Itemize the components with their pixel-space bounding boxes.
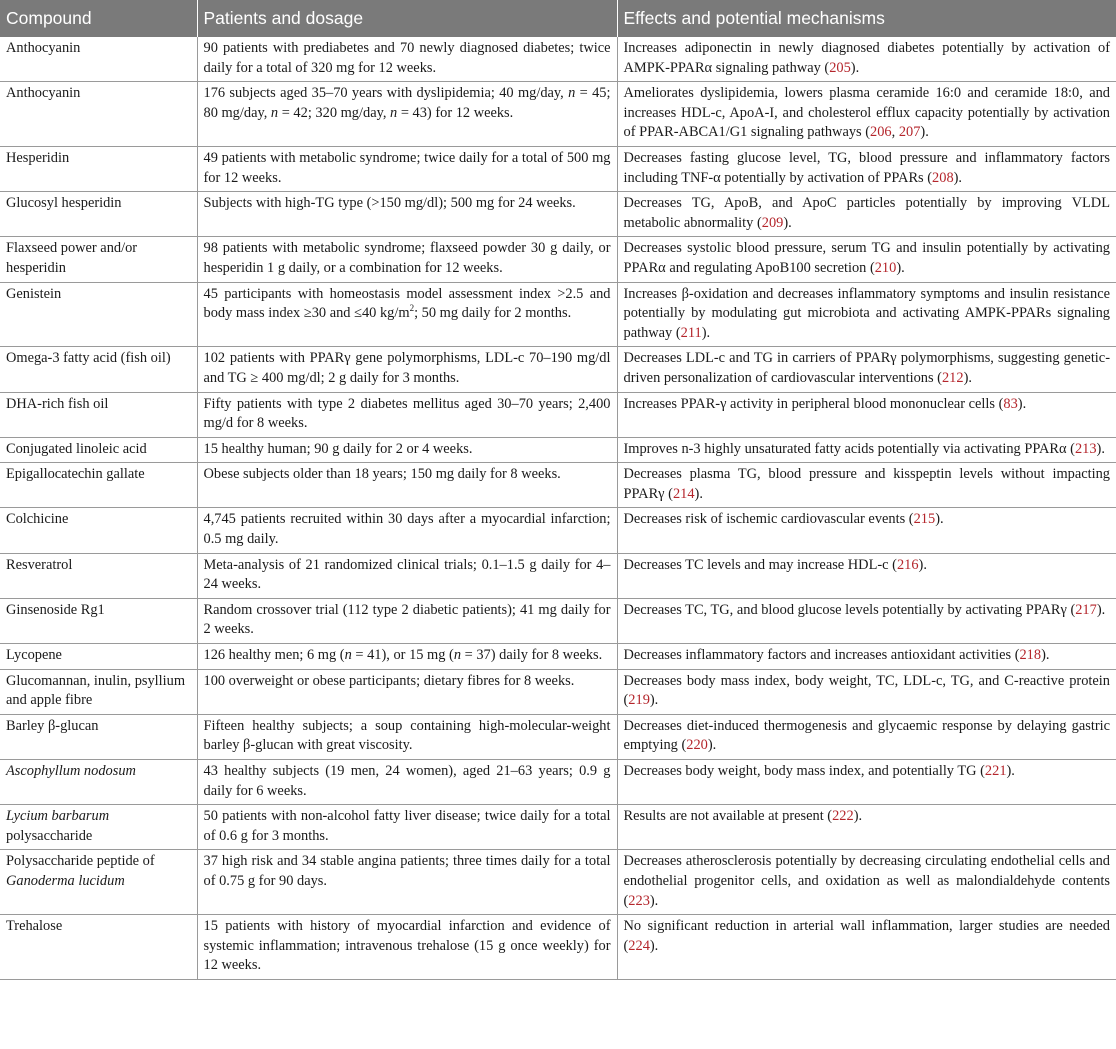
effects-cell: Decreases systolic blood pressure, serum TG and insulin potentially by activating PPARα and regulating ApoB100 secretion (210). — [617, 237, 1116, 282]
dosage-cell: 90 patients with prediabetes and 70 newly diagnosed diabetes; twice daily for a total of 320 mg for 12 weeks. — [197, 37, 617, 82]
header-compound: Compound — [0, 0, 197, 37]
compound-cell: Hesperidin — [0, 146, 197, 191]
reference-link[interactable]: 216 — [896, 556, 919, 573]
table-row — [0, 463, 1116, 508]
compound-cell: Trehalose — [0, 915, 197, 980]
effects-cell: Decreases body mass index, body weight, TC, LDL-c, TG, and C-reactive protein (219). — [617, 669, 1116, 714]
effects-cell: Results are not available at present (222). — [617, 805, 1116, 850]
table-row — [0, 392, 1116, 437]
dosage-cell: 4,745 patients recruited within 30 days after a myocardial infarction; 0.5 mg daily. — [197, 508, 617, 553]
reference-link[interactable]: 222 — [832, 808, 854, 825]
compound-cell: Flaxseed power and/or hesperidin — [0, 237, 197, 282]
effects-cell: Decreases LDL-c and TG in carriers of PPARγ polymorphisms, suggesting genetic-driven personalization of cardiovascular interventions (212). — [617, 347, 1116, 392]
dosage-cell: 126 healthy men; 6 mg (n = 41), or 15 mg (n = 37) daily for 8 weeks. — [197, 644, 617, 670]
reference-link[interactable]: 211 — [680, 324, 702, 341]
reference-link[interactable]: 209 — [761, 214, 784, 231]
table-row — [0, 850, 1116, 915]
reference-link[interactable]: 213 — [1074, 440, 1097, 457]
effects-cell: Decreases inflammatory factors and increases antioxidant activities (218). — [617, 644, 1116, 670]
table-row — [0, 598, 1116, 643]
compound-cell: Barley β-glucan — [0, 714, 197, 759]
header-effects: Effects and potential mechanisms — [617, 0, 1116, 37]
reference-link[interactable]: 219 — [628, 692, 650, 709]
reference-link[interactable]: 217 — [1075, 601, 1097, 618]
table-row — [0, 805, 1116, 850]
compound-cell: Resveratrol — [0, 553, 197, 598]
compound-cell: Lycium barbarum polysaccharide — [0, 805, 197, 850]
compound-cell: Epigallocatechin gallate — [0, 463, 197, 508]
dosage-cell: 49 patients with metabolic syndrome; twice daily for a total of 500 mg for 12 weeks. — [197, 146, 617, 191]
compound-cell: Glucosyl hesperidin — [0, 192, 197, 237]
compound-cell: Glucomannan, inulin, psyllium and apple fibre — [0, 669, 197, 714]
effects-cell: Improves n-3 highly unsaturated fatty acids potentially via activating PPARα (213). — [617, 437, 1116, 463]
reference-link[interactable]: 224 — [628, 937, 650, 954]
compound-cell: Polysaccharide peptide of Ganoderma lucidum — [0, 850, 197, 915]
compound-cell: Anthocyanin — [0, 37, 197, 82]
dosage-cell: Random crossover trial (112 type 2 diabetic patients); 41 mg daily for 2 weeks. — [197, 598, 617, 643]
dosage-cell: 100 overweight or obese participants; dietary fibres for 8 weeks. — [197, 669, 617, 714]
table-row — [0, 437, 1116, 463]
compound-cell: DHA-rich fish oil — [0, 392, 197, 437]
compound-cell: Colchicine — [0, 508, 197, 553]
reference-link[interactable]: 212 — [941, 369, 964, 386]
header-row — [0, 0, 1116, 37]
reference-link[interactable]: 208 — [932, 169, 954, 186]
effects-cell: Decreases atherosclerosis potentially by decreasing circulating endothelial cells and endothelial progenitor cells, and oxidation as well as malondialdehyde contents (223). — [617, 850, 1116, 915]
table-row — [0, 644, 1116, 670]
reference-link[interactable]: 214 — [672, 485, 695, 502]
table-row — [0, 82, 1116, 147]
reference-link[interactable]: 218 — [1019, 647, 1042, 664]
effects-cell: Increases PPAR-γ activity in peripheral blood mononuclear cells (83). — [617, 392, 1116, 437]
table-row — [0, 553, 1116, 598]
table-row — [0, 37, 1116, 82]
dosage-cell: Fifty patients with type 2 diabetes mellitus aged 30–70 years; 2,400 mg/d for 8 weeks. — [197, 392, 617, 437]
compound-cell: Omega-3 fatty acid (fish oil) — [0, 347, 197, 392]
dosage-cell: Subjects with high-TG type (>150 mg/dl); 500 mg for 24 weeks. — [197, 192, 617, 237]
effects-cell: Decreases TG, ApoB, and ApoC particles potentially by improving VLDL metabolic abnormality (209). — [617, 192, 1116, 237]
table-row — [0, 508, 1116, 553]
reference-link[interactable]: 205 — [829, 59, 851, 76]
table-row — [0, 669, 1116, 714]
dosage-cell: 15 healthy human; 90 g daily for 2 or 4 weeks. — [197, 437, 617, 463]
dosage-cell: 50 patients with non-alcohol fatty liver disease; twice daily for a total of 0.6 g for 3 months. — [197, 805, 617, 850]
effects-cell: Decreases plasma TG, blood pressure and kisspeptin levels without impacting PPARγ (214). — [617, 463, 1116, 508]
dosage-cell: 45 participants with homeostasis model assessment index >2.5 and body mass index ≥30 and ≤40 $kg/m^2$; 50 mg daily for 2 months. — [197, 282, 617, 347]
compound-cell: Anthocyanin — [0, 82, 197, 147]
dosage-cell: 98 patients with metabolic syndrome; flaxseed powder 30 g daily, or hesperidin 1 g daily, or a combination for 12 weeks. — [197, 237, 617, 282]
table-row — [0, 760, 1116, 805]
dosage-cell: 102 patients with PPARγ gene polymorphisms, LDL-c 70–190 mg/dl and TG ≥ 400 mg/dl; 2 g daily for 3 months. — [197, 347, 617, 392]
effects-cell: No significant reduction in arterial wall inflammation, larger studies are needed (224). — [617, 915, 1116, 980]
table-row — [0, 915, 1116, 980]
reference-link[interactable]: 206 — [870, 124, 892, 141]
table-row — [0, 347, 1116, 392]
reference-link[interactable]: 221 — [984, 763, 1007, 779]
table-row — [0, 237, 1116, 282]
effects-cell: Decreases diet-induced thermogenesis and glycaemic response by delaying gastric emptying (220). — [617, 714, 1116, 759]
dosage-cell: 15 patients with history of myocardial infarction and evidence of systemic inflammation; intravenous trehalose (15 g once weekly) for 12 weeks. — [197, 915, 617, 980]
effects-cell: Decreases body weight, body mass index, and potentially TG (221). — [617, 760, 1116, 805]
dosage-cell: Meta-analysis of 21 randomized clinical trials; 0.1–1.5 g daily for 4–24 weeks. — [197, 553, 617, 598]
reference-link[interactable]: 220 — [686, 737, 708, 754]
table-row — [0, 282, 1116, 347]
effects-cell: Decreases TC, TG, and blood glucose levels potentially by activating PPARγ (217). — [617, 598, 1116, 643]
compound-cell: Genistein — [0, 282, 197, 347]
table-row — [0, 146, 1116, 191]
reference-link[interactable]: 207 — [898, 124, 921, 141]
compound-cell: Ginsenoside Rg1 — [0, 598, 197, 643]
effects-cell: Increases adiponectin in newly diagnosed diabetes potentially by activation of AMPK-PPARα signaling pathway (205). — [617, 37, 1116, 82]
reference-link[interactable]: 210 — [874, 259, 897, 276]
dosage-cell: 176 subjects aged 35–70 years with dyslipidemia; 40 mg/day, n = 45; 80 mg/day, n = 42; 320 mg/day, n = 43) for 12 weeks. — [197, 82, 617, 147]
compound-cell: Conjugated linoleic acid — [0, 437, 197, 463]
effects-cell: Decreases fasting glucose level, TG, blood pressure and inflammatory factors including TNF-α potentially by activation of PPARs (208). — [617, 146, 1116, 191]
dosage-cell: 37 high risk and 34 stable angina patients; three times daily for a total of 0.75 g for 90 days. — [197, 850, 617, 915]
dosage-cell: Fifteen healthy subjects; a soup containing high-molecular-weight barley β-glucan with great viscosity. — [197, 714, 617, 759]
effects-cell: Decreases risk of ischemic cardiovascular events (215). — [617, 508, 1116, 553]
header-dosage: Patients and dosage — [197, 0, 617, 37]
dosage-cell: 43 healthy subjects (19 men, 24 women), aged 21–63 years; 0.9 g daily for 6 weeks. — [197, 760, 617, 805]
reference-link[interactable]: 215 — [913, 511, 936, 528]
effects-cell: Increases β-oxidation and decreases inflammatory symptoms and insulin resistance potentially by modulating gut microbiota and activating AMPK-PPARs signaling pathway (211). — [617, 282, 1116, 347]
reference-link[interactable]: 223 — [628, 892, 650, 909]
effects-cell: Decreases TC levels and may increase HDL-c (216). — [617, 553, 1116, 598]
reference-link[interactable]: 83 — [1003, 395, 1018, 412]
compound-cell: Lycopene — [0, 644, 197, 670]
table-row — [0, 714, 1116, 759]
table-row — [0, 192, 1116, 237]
dosage-cell: Obese subjects older than 18 years; 150 mg daily for 8 weeks. — [197, 463, 617, 508]
compound-cell: Ascophyllum nodosum — [0, 760, 197, 805]
effects-cell: Ameliorates dyslipidemia, lowers plasma ceramide 16:0 and ceramide 18:0, and increases HDL-c, ApoA-I, and cholesterol efflux capacity potentially by activation of PPAR-ABCA1/G1 signaling pathways (206, 207). — [617, 82, 1116, 147]
